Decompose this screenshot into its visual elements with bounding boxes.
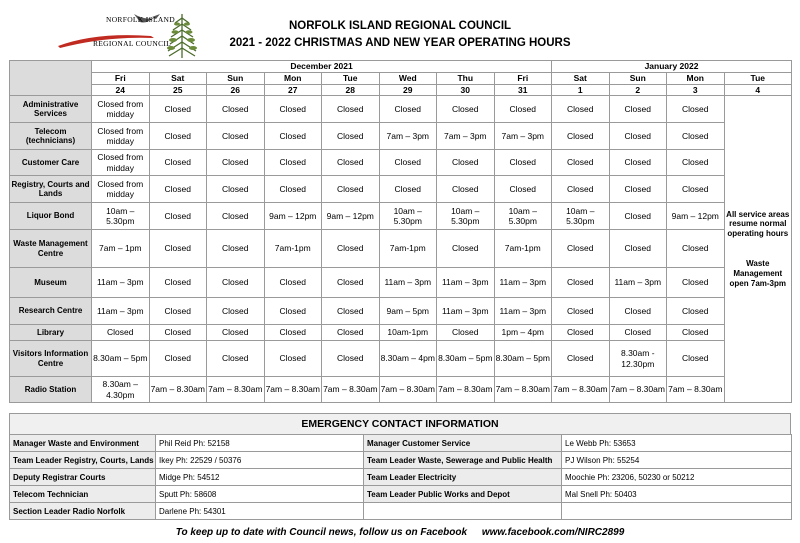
hours-cell: 7am-1pm: [264, 230, 322, 268]
hours-cell: 7am – 8.30am: [379, 377, 437, 403]
hours-cell: Closed: [264, 176, 322, 203]
service-name: Visitors Information Centre: [10, 341, 92, 377]
day-name: Tue: [322, 73, 380, 85]
hours-cell: 8.30am – 4.30pm: [92, 377, 150, 403]
hours-cell: Closed: [609, 325, 667, 341]
service-row: [10, 298, 792, 325]
contact-row: [10, 486, 792, 503]
emergency-heading: EMERGENCY CONTACT INFORMATION: [9, 413, 791, 434]
service-name: Radio Station: [10, 377, 92, 403]
hours-cell: 7am-1pm: [379, 230, 437, 268]
hours-cell: 1pm – 4pm: [494, 325, 552, 341]
day-name: Mon: [667, 73, 725, 85]
hours-cell: Closed: [322, 123, 380, 150]
contact-detail: PJ Wilson Ph: 55254: [562, 452, 792, 469]
hours-cell: Closed from midday: [92, 150, 150, 176]
hours-cell: Closed: [264, 96, 322, 123]
hours-cell: Closed: [667, 123, 725, 150]
hours-cell: 10am – 5.30pm: [437, 203, 495, 230]
hours-cell: Closed: [264, 268, 322, 298]
hours-cell: 11am – 3pm: [379, 268, 437, 298]
day-name: Sat: [149, 73, 207, 85]
hours-cell: Closed: [264, 298, 322, 325]
hours-cell: 8.30am – 4pm: [379, 341, 437, 377]
hours-cell: Closed: [322, 268, 380, 298]
hours-cell: 10am – 5.30pm: [552, 203, 610, 230]
day-name: Sat: [552, 73, 610, 85]
hours-cell: 8.30am - 12.30pm: [609, 341, 667, 377]
day-number: 2: [609, 84, 667, 96]
contact-role: Telecom Technician: [10, 486, 156, 503]
contact-role: Section Leader Radio Norfolk: [10, 503, 156, 520]
day-name: Sun: [207, 73, 265, 85]
hours-cell: Closed: [494, 176, 552, 203]
day-number: 30: [437, 84, 495, 96]
hours-cell: Closed: [609, 96, 667, 123]
hours-cell: 7am – 8.30am: [494, 377, 552, 403]
hours-cell: 7am – 8.30am: [322, 377, 380, 403]
hours-cell: 7am – 8.30am: [149, 377, 207, 403]
hours-cell: Closed: [552, 298, 610, 325]
facebook-link[interactable]: www.facebook.com/NIRC2899: [481, 527, 625, 538]
hours-cell: Closed: [207, 150, 265, 176]
service-name: Liquor Bond: [10, 203, 92, 230]
contact-role: Team Leader Public Works and Depot: [364, 486, 562, 503]
service-row: [10, 268, 792, 298]
hours-cell: 7am – 8.30am: [552, 377, 610, 403]
hours-cell: Closed: [149, 150, 207, 176]
contact-detail: Midge Ph: 54512: [156, 469, 364, 486]
document-subtitle: 2021 - 2022 CHRISTMAS AND NEW YEAR OPERATING HOURS: [229, 37, 571, 49]
hours-cell: Closed: [609, 176, 667, 203]
contact-detail: Darlene Ph: 54301: [156, 503, 364, 520]
day-name: Mon: [264, 73, 322, 85]
hours-cell: Closed: [667, 176, 725, 203]
emergency-contacts-table: [9, 434, 792, 520]
hours-cell: 7am – 8.30am: [207, 377, 265, 403]
hours-cell: Closed: [494, 150, 552, 176]
contact-detail: Le Webb Ph: 53653: [562, 435, 792, 452]
hours-cell: Closed: [322, 96, 380, 123]
hours-cell: Closed: [207, 268, 265, 298]
contact-role: [364, 503, 562, 520]
council-logo: [56, 10, 216, 60]
logo-text-norfolk: NORFOLK ISLAND: [106, 15, 175, 24]
hours-cell: 7am – 8.30am: [437, 377, 495, 403]
service-name: Registry, Courts and Lands: [10, 176, 92, 203]
hours-cell: 8.30am – 5pm: [92, 341, 150, 377]
hours-cell: Closed: [149, 96, 207, 123]
hours-cell: Closed: [149, 203, 207, 230]
service-row: [10, 123, 792, 150]
day-name: Tue: [724, 73, 792, 85]
day-number: 25: [149, 84, 207, 96]
hours-cell: Closed: [264, 341, 322, 377]
hours-cell: Closed: [552, 176, 610, 203]
service-name: Library: [10, 325, 92, 341]
hours-cell: Closed: [149, 123, 207, 150]
hours-cell: Closed: [552, 341, 610, 377]
hours-cell: 9am – 12pm: [667, 203, 725, 230]
hours-cell: 11am – 3pm: [92, 268, 150, 298]
table-corner: [10, 61, 92, 96]
hours-cell: Closed: [207, 176, 265, 203]
hours-cell: Closed: [207, 298, 265, 325]
hours-cell: Closed: [437, 176, 495, 203]
service-row: [10, 377, 792, 403]
hours-cell: Closed: [149, 268, 207, 298]
hours-cell: Closed: [379, 150, 437, 176]
hours-cell: Closed: [92, 325, 150, 341]
document-title: NORFOLK ISLAND REGIONAL COUNCIL: [288, 20, 512, 32]
day-number: 3: [667, 84, 725, 96]
day-name: Fri: [92, 73, 150, 85]
hours-cell: Closed: [322, 298, 380, 325]
hours-cell: Closed: [667, 268, 725, 298]
hours-cell: Closed: [667, 298, 725, 325]
hours-cell: Closed: [667, 96, 725, 123]
contact-row: [10, 435, 792, 452]
day-number: 24: [92, 84, 150, 96]
hours-cell: 11am – 3pm: [92, 298, 150, 325]
day-number: 28: [322, 84, 380, 96]
hours-cell: Closed: [149, 298, 207, 325]
hours-cell: Closed: [667, 341, 725, 377]
hours-cell: 7am – 3pm: [494, 123, 552, 150]
hours-cell: Closed: [322, 176, 380, 203]
hours-cell: 11am – 3pm: [494, 298, 552, 325]
service-name: Waste Management Centre: [10, 230, 92, 268]
day-number: 29: [379, 84, 437, 96]
hours-cell: Closed: [322, 150, 380, 176]
resume-normal-hours-text: All service areas resume normal operating hours: [726, 209, 790, 239]
hours-cell: Closed: [494, 96, 552, 123]
hours-cell: 9am – 12pm: [322, 203, 380, 230]
contact-row: [10, 469, 792, 486]
hours-cell: 11am – 3pm: [437, 298, 495, 325]
contact-row: [10, 452, 792, 469]
hours-cell: Closed: [322, 325, 380, 341]
month-header-december: December 2021: [92, 61, 552, 73]
service-name: Administrative Services: [10, 96, 92, 123]
hours-cell: Closed: [264, 123, 322, 150]
hours-cell: 10am – 5.30pm: [379, 203, 437, 230]
day-number: 26: [207, 84, 265, 96]
hours-cell: Closed: [437, 325, 495, 341]
hours-cell: Closed: [552, 325, 610, 341]
service-name: Telecom (technicians): [10, 123, 92, 150]
hours-cell: Closed: [667, 150, 725, 176]
hours-cell: Closed from midday: [92, 123, 150, 150]
day-number: 4: [724, 84, 792, 96]
waste-management-note-text: Waste Management open 7am-3pm: [729, 259, 786, 288]
hours-cell: Closed: [437, 150, 495, 176]
hours-cell: Closed: [264, 325, 322, 341]
hours-cell: Closed: [552, 123, 610, 150]
hours-cell: 8.30am – 5pm: [494, 341, 552, 377]
hours-cell: Closed: [609, 298, 667, 325]
contact-detail: Ikey Ph: 22529 / 50376: [156, 452, 364, 469]
hours-cell: 9am – 5pm: [379, 298, 437, 325]
hours-cell: 11am – 3pm: [494, 268, 552, 298]
hours-cell: Closed: [149, 176, 207, 203]
hours-cell: Closed: [207, 96, 265, 123]
day-name: Fri: [494, 73, 552, 85]
hours-cell: 8.30am – 5pm: [437, 341, 495, 377]
hours-cell: 10am – 5.30pm: [494, 203, 552, 230]
hours-cell: Closed: [149, 230, 207, 268]
footer: [0, 527, 800, 538]
day-number: 1: [552, 84, 610, 96]
service-row: [10, 230, 792, 268]
hours-cell: 10am-1pm: [379, 325, 437, 341]
service-row: [10, 203, 792, 230]
hours-cell: Closed: [207, 230, 265, 268]
tuesday-resume-note: [724, 96, 792, 403]
day-number: 31: [494, 84, 552, 96]
contact-detail: Phil Reid Ph: 52158: [156, 435, 364, 452]
hours-cell: Closed: [379, 176, 437, 203]
day-name: Sun: [609, 73, 667, 85]
service-name: Museum: [10, 268, 92, 298]
service-row: [10, 325, 792, 341]
contact-detail: Sputt Ph: 58608: [156, 486, 364, 503]
hours-cell: 7am – 8.30am: [609, 377, 667, 403]
contact-detail: Mal Snell Ph: 50403: [562, 486, 792, 503]
contact-detail: Moochie Ph: 23206, 50230 or 50212: [562, 469, 792, 486]
hours-cell: 7am – 1pm: [92, 230, 150, 268]
hours-cell: Closed: [322, 341, 380, 377]
hours-cell: Closed: [609, 150, 667, 176]
hours-cell: Closed: [609, 203, 667, 230]
hours-cell: Closed: [207, 203, 265, 230]
contact-role: Team Leader Waste, Sewerage and Public Health: [364, 452, 562, 469]
hours-cell: Closed: [552, 150, 610, 176]
contact-role: Manager Waste and Environment: [10, 435, 156, 452]
hours-cell: Closed: [149, 325, 207, 341]
hours-cell: Closed: [609, 123, 667, 150]
logo-text-council: REGIONAL COUNCIL: [93, 39, 172, 48]
service-name: Research Centre: [10, 298, 92, 325]
hours-cell: Closed: [552, 96, 610, 123]
hours-cell: 7am – 8.30am: [667, 377, 725, 403]
hours-cell: Closed: [207, 341, 265, 377]
contact-detail: [562, 503, 792, 520]
hours-cell: Closed: [207, 123, 265, 150]
hours-cell: 11am – 3pm: [437, 268, 495, 298]
hours-cell: Closed: [667, 230, 725, 268]
hours-cell: Closed: [207, 325, 265, 341]
hours-cell: Closed: [552, 268, 610, 298]
hours-cell: 7am – 3pm: [379, 123, 437, 150]
hours-cell: 11am – 3pm: [609, 268, 667, 298]
hours-cell: 9am – 12pm: [264, 203, 322, 230]
hours-cell: Closed: [667, 325, 725, 341]
hours-cell: Closed: [609, 230, 667, 268]
service-row: [10, 176, 792, 203]
contact-role: Team Leader Registry, Courts, Lands: [10, 452, 156, 469]
contact-role: Deputy Registrar Courts: [10, 469, 156, 486]
service-row: [10, 96, 792, 123]
day-name: Wed: [379, 73, 437, 85]
hours-cell: 7am – 3pm: [437, 123, 495, 150]
month-header-january: January 2022: [552, 61, 792, 73]
hours-cell: Closed: [379, 96, 437, 123]
contact-role: Manager Customer Service: [364, 435, 562, 452]
hours-cell: Closed: [149, 341, 207, 377]
hours-cell: Closed from midday: [92, 176, 150, 203]
day-number: 27: [264, 84, 322, 96]
contact-row: [10, 503, 792, 520]
service-row: [10, 150, 792, 176]
service-name: Customer Care: [10, 150, 92, 176]
contact-role: Team Leader Electricity: [364, 469, 562, 486]
hours-cell: Closed: [322, 230, 380, 268]
hours-cell: Closed: [552, 230, 610, 268]
footer-text: To keep up to date with Council news, follow us on Facebook: [175, 527, 468, 538]
hours-cell: Closed: [437, 96, 495, 123]
operating-hours-table: [9, 60, 792, 403]
hours-cell: Closed from midday: [92, 96, 150, 123]
hours-cell: 10am – 5.30pm: [92, 203, 150, 230]
day-name: Thu: [437, 73, 495, 85]
hours-cell: 7am-1pm: [494, 230, 552, 268]
hours-cell: 7am – 8.30am: [264, 377, 322, 403]
hours-cell: Closed: [264, 150, 322, 176]
hours-cell: Closed: [437, 230, 495, 268]
service-row: [10, 341, 792, 377]
